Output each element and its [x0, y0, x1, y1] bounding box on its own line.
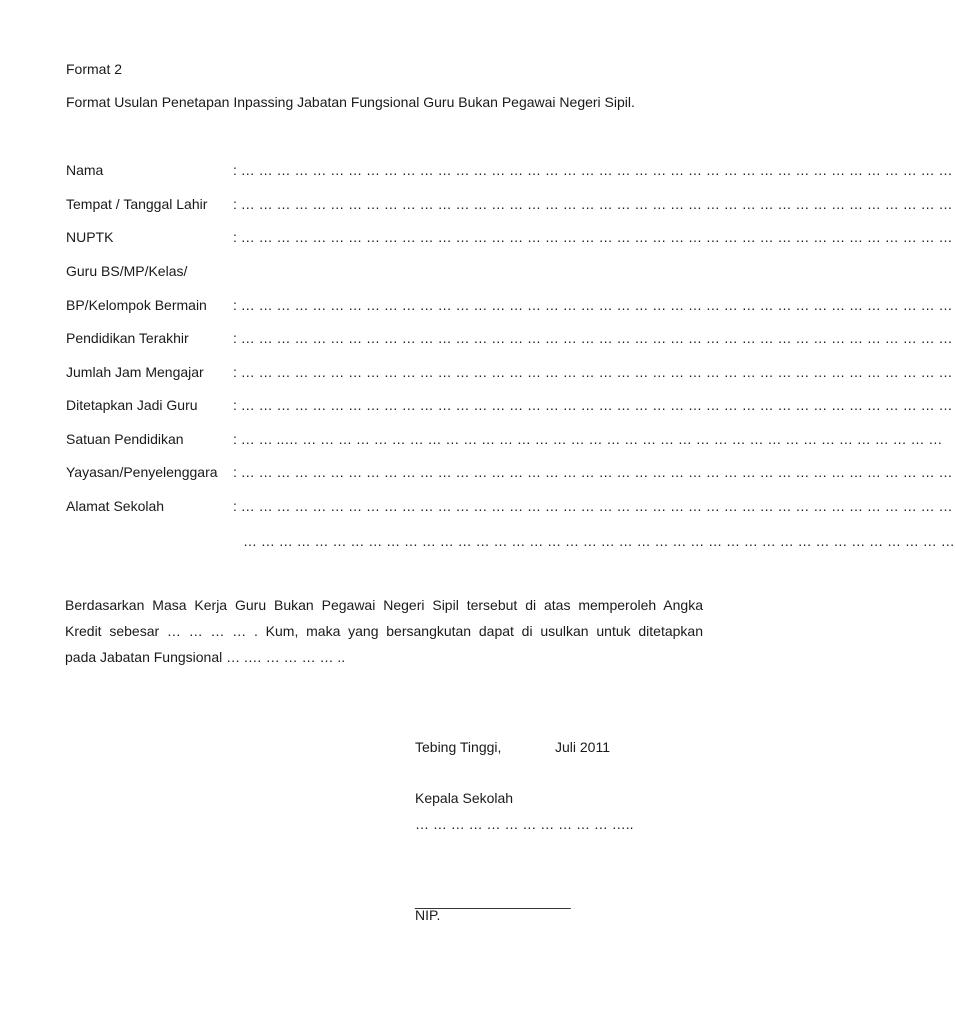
signature-date: Juli 2011 — [555, 739, 611, 755]
field-dots: : … … … … … … … … … … … … … … … … … … … … … … … … … … … … … … … … … … … … … … … … — [233, 397, 953, 413]
paragraph-line: Berdasarkan Masa Kerja Guru Bukan Pegawai Negeri Sipil tersebut di atas memperoleh Angka — [65, 597, 703, 613]
field-label: Jumlah Jam Mengajar — [66, 364, 204, 380]
document-title: Format Usulan Penetapan Inpassing Jabatan Fungsional Guru Bukan Pegawai Negeri Sipil. — [66, 94, 635, 110]
nip-label: NIP. — [415, 907, 441, 923]
field-dots: : … … … … … … … … … … … … … … … … … … … … … … … … … … … … … … … … … … … … … … … … — [233, 162, 953, 178]
field-label: Ditetapkan Jadi Guru — [66, 397, 198, 413]
field-label: BP/Kelompok Bermain — [66, 297, 207, 313]
field-dots: : … … … … … … … … … … … … … … … … … … … … … … … … … … … … … … … … … … … … … … … … — [233, 464, 953, 480]
field-label: Alamat Sekolah — [66, 498, 165, 514]
field-dots: : … … … … … … … … … … … … … … … … … … … … … … … … … … … … … … … … … … … … … … … … — [233, 297, 953, 313]
field-label: Tempat / Tanggal Lahir — [66, 196, 208, 212]
paragraph-line: Kredit sebesar … … … … . Kum, maka yang bersangkutan dapat di usulkan untuk ditetapkan — [65, 623, 703, 639]
field-label: Guru BS/MP/Kelas/ — [66, 263, 188, 279]
field-dots: : … … … … … … … … … … … … … … … … … … … … … … … … … … … … … … … … … … … … … … … … — [233, 364, 953, 380]
field-dots: … … … … … … … … … … … … … … … … … … … … … … … … … … … … … … … … … … … … … … … … — [243, 533, 955, 549]
field-dots: : … … ..… … … … … … … … … … … … … … … … … … … … … … … … … … … … … … … … … … … … … — [233, 431, 943, 447]
field-dots: : … … … … … … … … … … … … … … … … … … … … … … … … … … … … … … … … … … … … … … … … — [233, 498, 953, 514]
signature-name-dots: … … … … … … … … … … … ….. — [415, 816, 634, 832]
field-label: Nama — [66, 162, 104, 178]
field-dots: : … … … … … … … … … … … … … … … … … … … … … … … … … … … … … … … … … … … … … … … … — [233, 229, 953, 245]
statement-paragraph — [65, 592, 703, 670]
field-label: Pendidikan Terakhir — [66, 330, 189, 346]
field-label: Satuan Pendidikan — [66, 431, 184, 447]
signature-place: Tebing Tinggi, — [415, 739, 502, 755]
field-dots: : … … … … … … … … … … … … … … … … … … … … … … … … … … … … … … … … … … … … … … … … — [233, 330, 953, 346]
format-label: Format 2 — [66, 61, 123, 77]
field-label: NUPTK — [66, 229, 114, 245]
field-dots: : … … … … … … … … … … … … … … … … … … … … … … … … … … … … … … … … … … … … … … … … — [233, 196, 953, 212]
signature-role: Kepala Sekolah — [415, 790, 514, 806]
signature-line: ____________________ — [415, 893, 571, 909]
field-label: Yayasan/Penyelenggara — [66, 464, 218, 480]
paragraph-line: pada Jabatan Fungsional … .… … … … … .. — [65, 649, 346, 665]
